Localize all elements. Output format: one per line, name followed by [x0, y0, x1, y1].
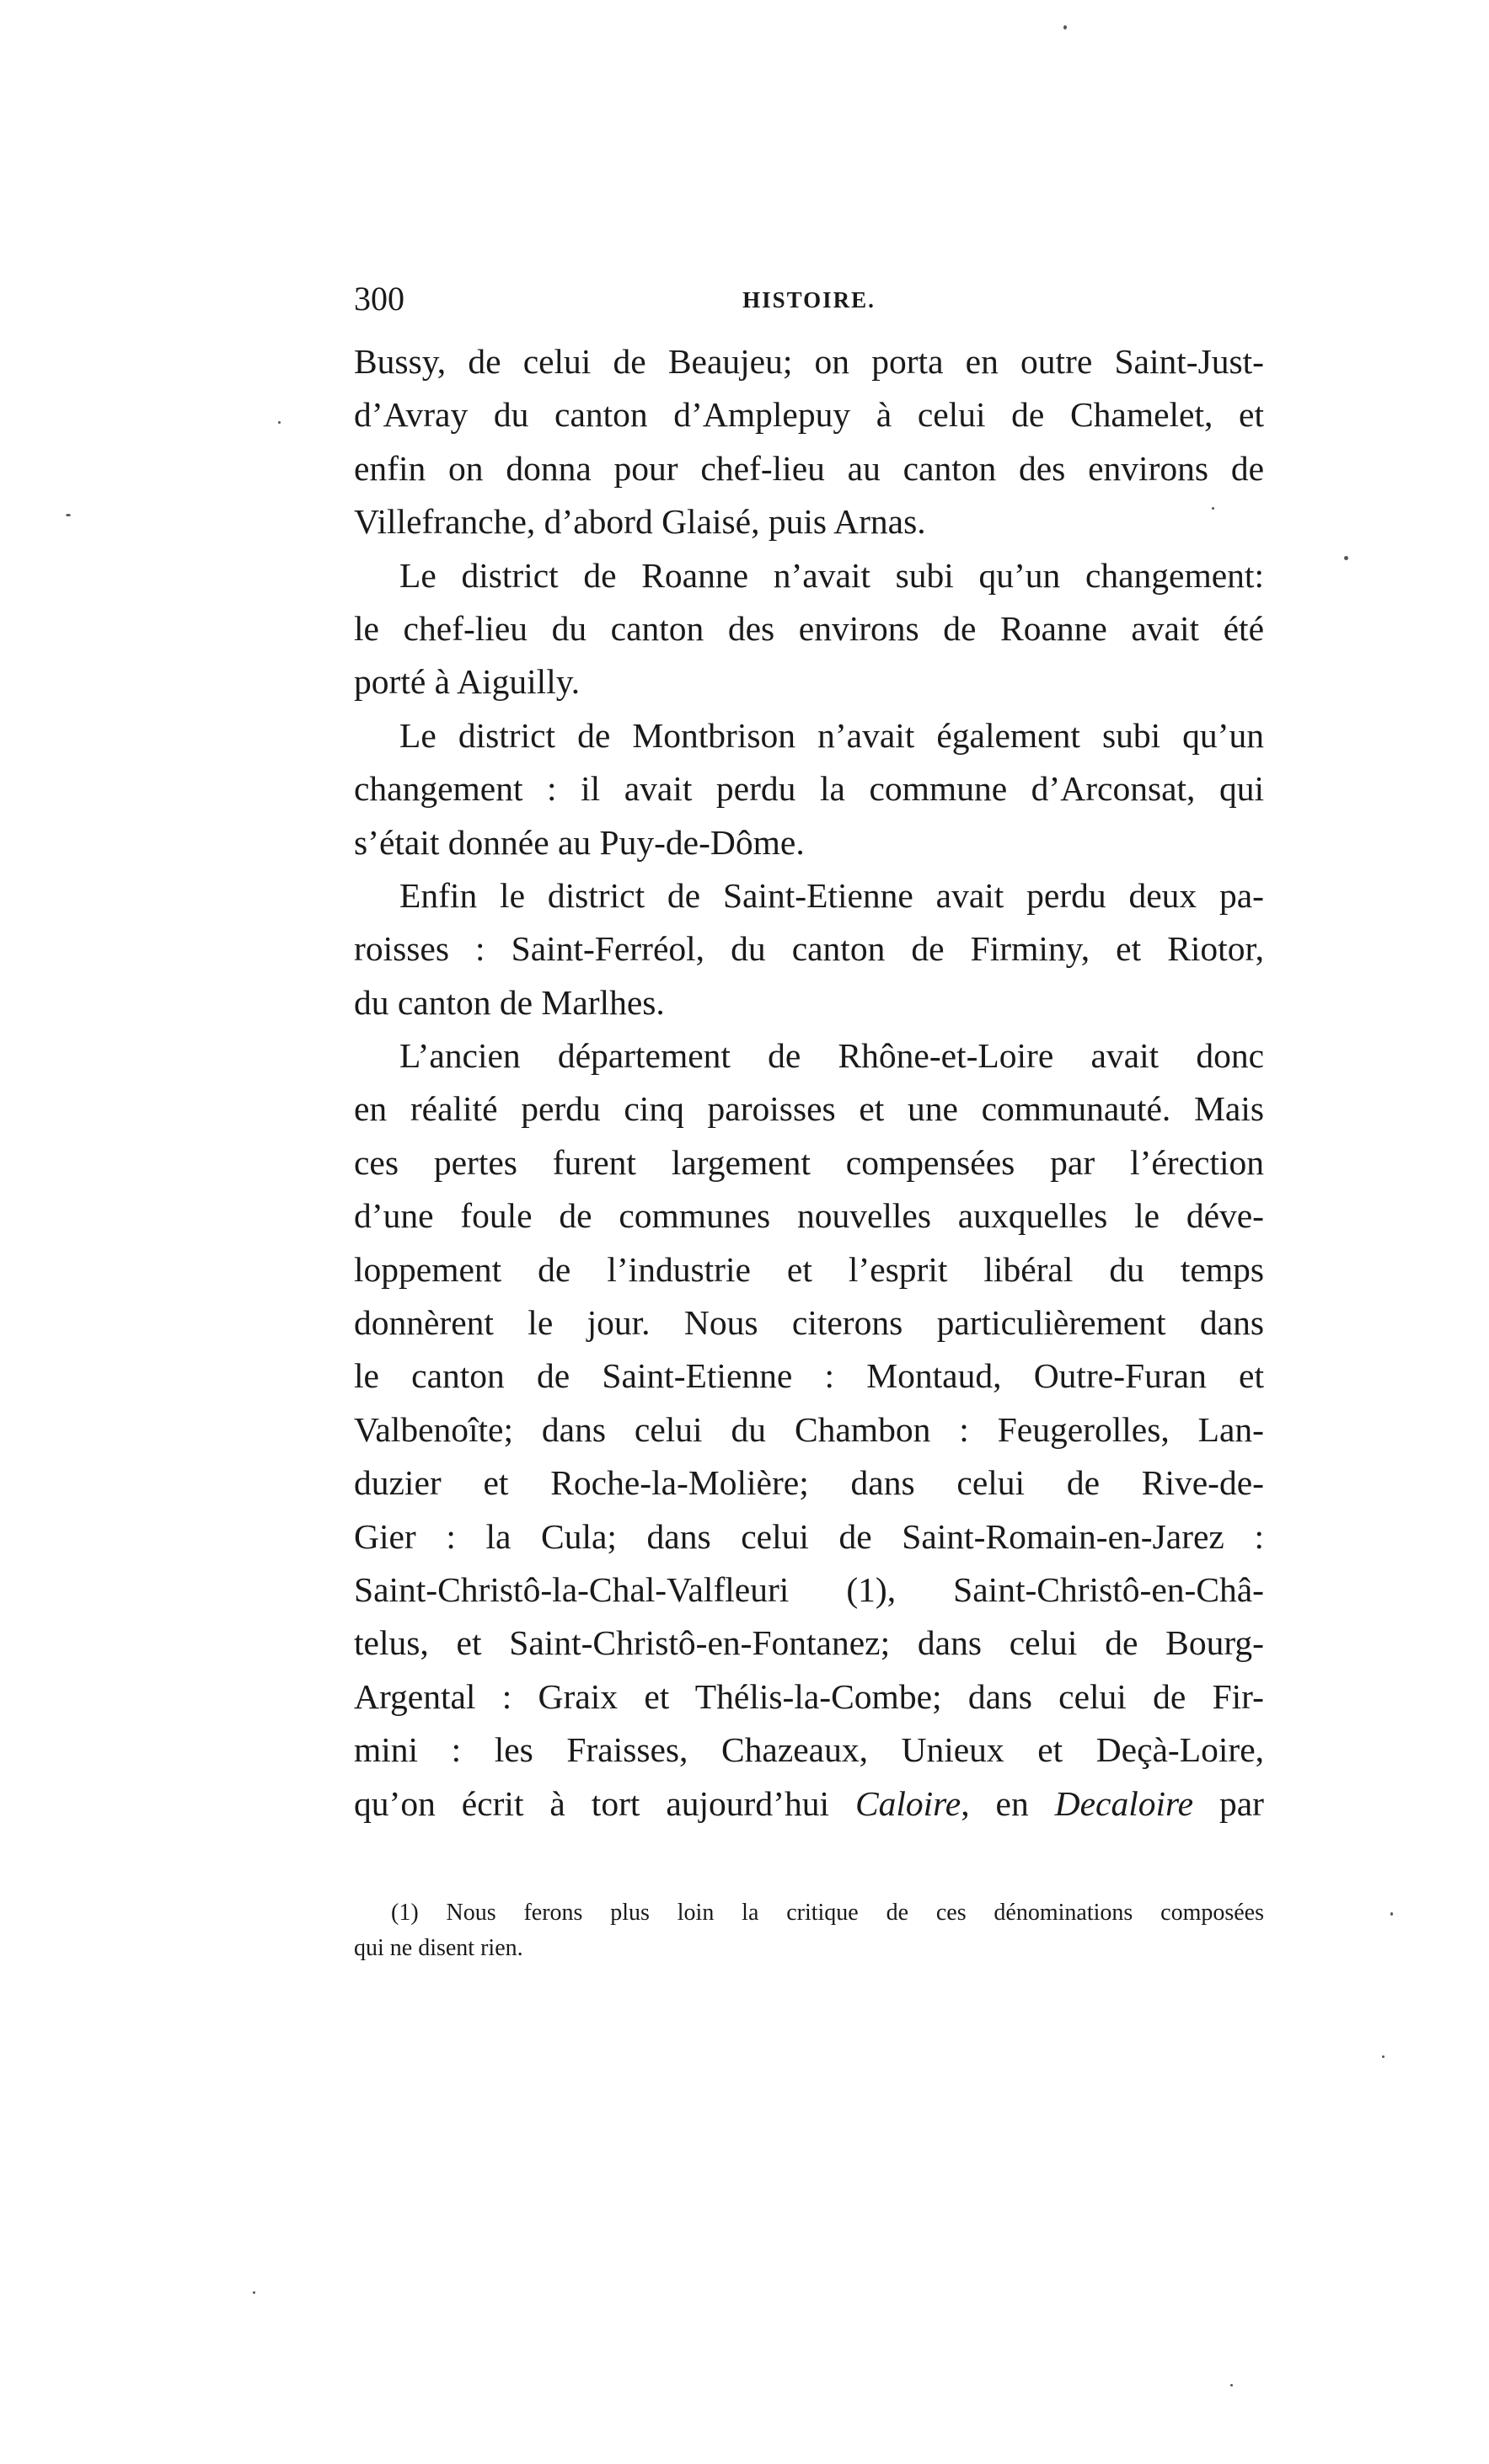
text-line: Gier : la Cula; dans celui de Saint-Romain-en-Jarez :	[354, 1516, 1264, 1556]
paper-speck	[1344, 556, 1348, 560]
text-line: Bussy, de celui de Beaujeu; on porta en outre Saint-Just-	[354, 342, 1264, 381]
text-line: s’était donnée au Puy-de-Dôme.	[354, 822, 805, 862]
text-line: le canton de Saint-Etienne : Montaud, Outre-Furan et	[354, 1356, 1264, 1396]
text-line: d’Avray du canton d’Amplepuy à celui de Chamelet, et	[354, 395, 1264, 435]
line-segment: par	[1193, 1783, 1264, 1823]
text-line: porté à Aiguilly.	[354, 662, 581, 702]
text-line: Enfin le district de Saint-Etienne avait perdu deux pa-	[399, 875, 1264, 915]
text-line: Le district de Roanne n’avait subi qu’un changement:	[399, 555, 1264, 595]
paper-speck	[1063, 25, 1067, 29]
running-head	[354, 278, 1264, 320]
line-segment: qu’on écrit à tort aujourd’hui	[354, 1783, 855, 1823]
text-line-italic-terms	[354, 1777, 1264, 1831]
text-line: Le district de Montbrison n’avait également subi qu’un	[399, 715, 1264, 755]
line-segment: , en	[961, 1783, 1055, 1823]
text-line: duzier et Roche-la-Molière; dans celui de Rive-de-	[354, 1463, 1264, 1503]
text-line: enfin on donna pour chef-lieu au canton des environs de	[354, 448, 1264, 488]
body-text	[354, 335, 1264, 1831]
text-line: ces pertes furent largement compensées par l’érection	[354, 1142, 1264, 1182]
paper-speck	[1230, 2384, 1233, 2386]
text-line: Argental : Graix et Thélis-la-Combe; dans celui de Fir-	[354, 1676, 1264, 1716]
text-line: d’une foule de communes nouvelles auxquelles le déve-	[354, 1196, 1264, 1236]
footnote-line: qui ne disent rien.	[354, 1935, 523, 1961]
text-line: L’ancien département de Rhône-et-Loire avait donc	[399, 1036, 1264, 1076]
footnote-line: (1) Nous ferons plus loin la critique de ces dénominations composées	[391, 1900, 1264, 1926]
text-line: Valbenoîte; dans celui du Chambon : Feugerolles, Lan-	[354, 1409, 1264, 1449]
text-line: Saint-Christô-la-Chal-Valfleuri (1), Saint-Christô-en-Châ-	[354, 1569, 1264, 1609]
text-line: Villefranche, d’abord Glaisé, puis Arnas.	[354, 502, 926, 542]
text-line: changement : il avait perdu la commune d’Arconsat, qui	[354, 769, 1264, 809]
running-title: HISTOIRE.	[742, 287, 876, 313]
text-line: telus, et Saint-Christô-en-Fontanez; dans celui de Bourg-	[354, 1623, 1264, 1663]
text-line: roisses : Saint-Ferréol, du canton de Firminy, et Riotor,	[354, 929, 1264, 969]
page-number: 300	[354, 280, 404, 318]
paper-speck	[1390, 1912, 1393, 1916]
italic-term-caloire: Caloire	[854, 1783, 961, 1823]
paper-speck	[66, 514, 71, 516]
text-line: en réalité perdu cinq paroisses et une communauté. Mais	[354, 1089, 1264, 1129]
paper-speck	[1212, 507, 1214, 510]
paper-speck	[253, 2291, 255, 2294]
footnote	[354, 1895, 1264, 1966]
text-line: le chef-lieu du canton des environs de Roanne avait été	[354, 608, 1264, 648]
text-line: loppement de l’industrie et l’esprit libéral du temps	[354, 1249, 1264, 1289]
paper-speck	[1382, 2055, 1385, 2058]
text-line: donnèrent le jour. Nous citerons particulièrement dans	[354, 1303, 1264, 1343]
paper-speck	[278, 421, 281, 424]
text-line: mini : les Fraisses, Chazeaux, Unieux et Deçà-Loire,	[354, 1730, 1264, 1770]
text-line: du canton de Marlhes.	[354, 982, 665, 1022]
italic-term-decaloire: Decaloire	[1054, 1783, 1194, 1823]
